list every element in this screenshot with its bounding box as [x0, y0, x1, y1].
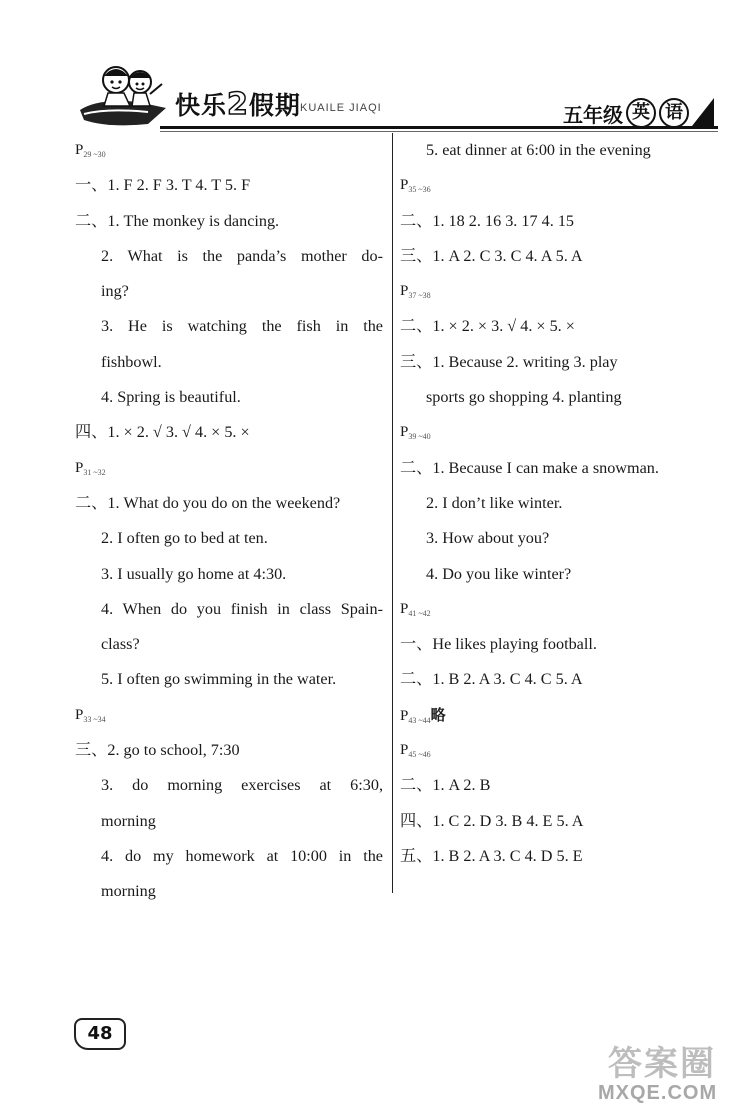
answer-line: 3. do morning exercises at 6:30,: [101, 776, 383, 795]
brand-suffix: 假期: [248, 91, 301, 120]
page-ref-range: 41 ~42: [408, 608, 431, 618]
answer-line: 二、1. B 2. A 3. C 4. C 5. A: [400, 670, 583, 689]
page-ref-label: P: [400, 177, 409, 194]
page-ref-label: P: [75, 459, 84, 476]
page-ref-33-34: [75, 698, 383, 733]
page-ref-29-30: [75, 133, 383, 168]
page-ref-label: P: [400, 742, 409, 759]
page-header: [0, 0, 750, 135]
answer-line: 三、1. A 2. C 3. C 4. A 5. A: [400, 246, 583, 265]
page-ref-label: P: [75, 142, 84, 158]
subject-char-2: 语: [659, 98, 689, 128]
watermark-logo: 答案圈: [608, 1044, 716, 1084]
page-ref-35-36: [400, 168, 710, 203]
corner-triangle-decoration: [692, 98, 714, 126]
brand-digit: 2: [227, 87, 249, 122]
page-ref-range: 35 ~36: [408, 185, 431, 195]
answer-line: 2. I often go to bed at ten.: [101, 529, 268, 548]
page-ref-range: 39 ~40: [408, 432, 431, 442]
subject-char-1: 英: [626, 98, 656, 128]
answer-line: 四、1. C 2. D 3. B 4. E 5. A: [400, 811, 584, 830]
cartoon-kids-logo: [78, 58, 170, 130]
answer-line: 二、1. Because I can make a snowman.: [400, 458, 659, 477]
answer-line: 三、2. go to school, 7:30: [75, 741, 240, 760]
brand-pinyin: KUAILE JIAQI: [300, 102, 382, 114]
answer-line: 一、He likes playing football.: [400, 635, 597, 654]
answer-line: fishbowl.: [101, 352, 162, 371]
page-ref-range: 29 ~30: [83, 150, 106, 159]
answer-line: 二、1. A 2. B: [400, 776, 491, 795]
page-ref-45-46: [400, 733, 710, 768]
answer-line: 3. I usually go home at 4:30.: [101, 564, 287, 583]
header-rule-thin: [160, 131, 718, 132]
answer-line: 4. Spring is beautiful.: [101, 388, 241, 407]
answer-line: sports go shopping 4. planting: [426, 388, 622, 407]
answer-line: 4. do my homework at 10:00 in the: [101, 846, 383, 865]
answer-line: 4. When do you finish in class Spain-: [101, 599, 383, 618]
answer-line: 二、1. 18 2. 16 3. 17 4. 15: [400, 211, 575, 230]
brand-title: [175, 86, 301, 122]
answer-line: 三、1. Because 2. writing 3. play: [400, 352, 618, 371]
page-ref-range: 33 ~34: [83, 714, 106, 724]
answer-line: 二、1. × 2. × 3. √ 4. × 5. ×: [400, 317, 575, 336]
page-ref-label: P: [400, 283, 409, 300]
answer-line: morning: [101, 811, 156, 830]
page-ref-37-38: [400, 274, 710, 309]
grade-subject: [563, 98, 689, 128]
answer-line: class?: [101, 635, 140, 654]
page-ref-range: 37 ~38: [408, 291, 431, 301]
answer-line: 2. What is the panda’s mother do-: [101, 246, 383, 265]
grade-label: 五年级: [563, 102, 623, 127]
page-ref-label: P: [400, 707, 409, 724]
column-divider: [392, 133, 393, 893]
header-rule: [160, 126, 718, 129]
answer-line: 3. How about you?: [426, 529, 550, 548]
page-ref-range: 43 ~44: [408, 715, 431, 725]
answer-line: 二、1. The monkey is dancing.: [75, 211, 280, 230]
page-ref-label: P: [75, 706, 84, 723]
answer-line: 3. He is watching the fish in the: [101, 317, 383, 336]
page-ref-range: 45 ~46: [408, 750, 431, 760]
left-column: [75, 133, 383, 910]
page-ref-label: P: [400, 424, 409, 441]
answer-line: 2. I don’t like winter.: [426, 493, 563, 512]
page-ref-label: P: [400, 600, 409, 617]
page-number: 48: [74, 1018, 126, 1050]
answer-line: 5. I often go swimming in the water.: [101, 670, 337, 689]
answer-line: 4. Do you like winter?: [426, 564, 572, 583]
answer-line: 五、1. B 2. A 3. C 4. D 5. E: [400, 846, 583, 865]
answer-line: 四、1. × 2. √ 3. √ 4. × 5. ×: [75, 423, 250, 442]
answer-line: 二、1. What do you do on the weekend?: [75, 493, 341, 512]
page-ref-41-42: [400, 592, 710, 627]
answer-line: morning: [101, 882, 156, 901]
answer-line: 5. eat dinner at 6:00 in the evening: [426, 141, 651, 159]
answer-line: ing?: [101, 282, 129, 301]
page-ref-range: 31 ~32: [83, 467, 106, 477]
brand-prefix: 快乐: [175, 91, 228, 120]
page-ref-39-40: [400, 415, 710, 450]
omitted-note: 略: [430, 705, 446, 724]
right-column: [400, 133, 710, 874]
page-ref-43-44: [400, 698, 710, 733]
answer-line: 一、1. F 2. F 3. T 4. T 5. F: [75, 176, 251, 195]
page-ref-31-32: [75, 451, 383, 486]
watermark-url: MXQE.COM: [598, 1082, 718, 1104]
